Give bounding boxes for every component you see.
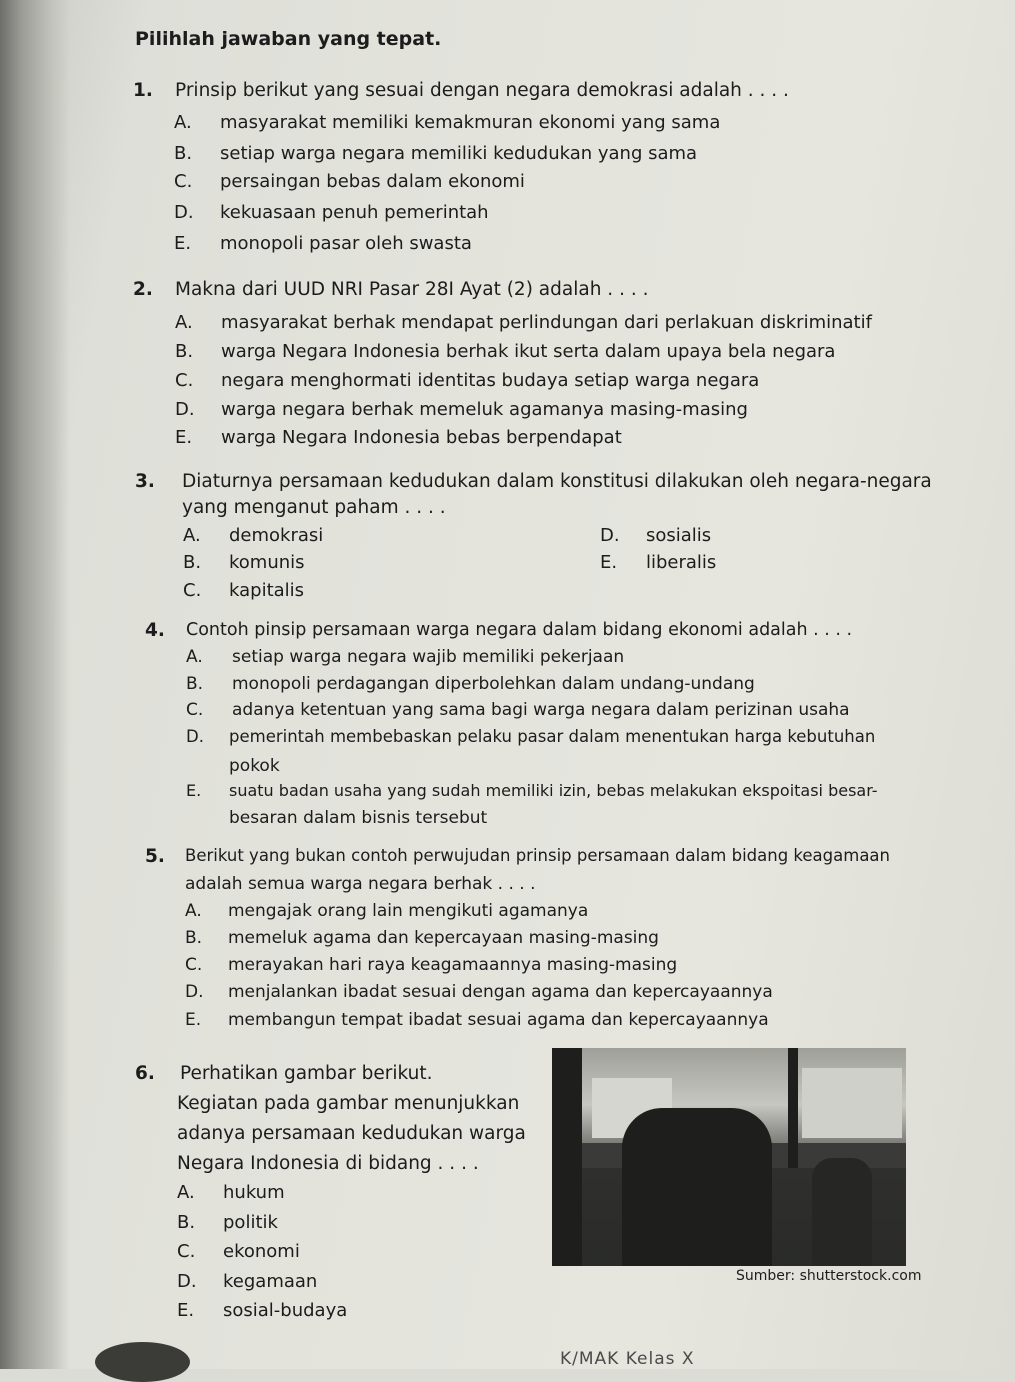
option-c[interactable]: C. ekonomi <box>177 1241 300 1262</box>
question-photo <box>552 1048 906 1266</box>
option-a[interactable]: A. setiap warga negara wajib memiliki pekerjaan <box>186 647 625 667</box>
option-d[interactable]: D. menjalankan ibadat sesuai dengan agama dan kepercayaannya <box>185 982 773 1002</box>
page-footer: K/MAK Kelas X <box>560 1349 695 1369</box>
question-number: 1. <box>133 80 153 101</box>
question-text: Prinsip berikut yang sesuai dengan negara demokrasi adalah . . . . <box>175 80 789 101</box>
question-text-cont: yang menganut paham . . . . <box>182 497 446 518</box>
question-number: 2. <box>133 279 153 300</box>
option-b[interactable]: B. warga Negara Indonesia berhak ikut serta dalam upaya bela negara <box>175 341 836 362</box>
question-number: 4. <box>145 620 165 641</box>
option-e[interactable]: E. suatu badan usaha yang sudah memiliki izin, bebas melakukan ekspoitasi besar- <box>186 781 878 800</box>
option-a[interactable]: A. masyarakat berhak mendapat perlindungan dari perlakuan diskriminatif <box>175 312 872 333</box>
photo-person-left <box>552 1048 582 1266</box>
option-b[interactable]: B. komunis <box>183 552 305 573</box>
option-b[interactable]: B. monopoli perdagangan diperbolehkan dalam undang-undang <box>186 674 755 694</box>
option-d[interactable]: D. warga negara berhak memeluk agamanya masing-masing <box>175 399 748 420</box>
option-e[interactable]: E. liberalis <box>600 552 717 573</box>
option-e[interactable]: E. warga Negara Indonesia bebas berpendapat <box>175 427 622 448</box>
question-number: 6. <box>135 1063 155 1084</box>
option-a[interactable]: A. mengajak orang lain mengikuti agamanya <box>185 901 589 921</box>
option-b[interactable]: B. politik <box>177 1212 278 1233</box>
question-text-cont: adalah semua warga negara berhak . . . . <box>185 874 536 894</box>
question-text: Diaturnya persamaan kedudukan dalam konstitusi dilakukan oleh negara-negara <box>182 471 932 492</box>
option-c[interactable]: C. adanya ketentuan yang sama bagi warga negara dalam perizinan usaha <box>186 700 850 720</box>
option-e[interactable]: E. sosial-budaya <box>177 1300 348 1321</box>
option-e-cont: besaran dalam bisnis tersebut <box>229 808 488 828</box>
question-text-line-4: Negara Indonesia di bidang . . . . <box>177 1153 479 1174</box>
option-a[interactable]: A. demokrasi <box>183 525 324 546</box>
instruction-heading: Pilihlah jawaban yang tepat. <box>135 28 442 50</box>
option-e[interactable]: E. membangun tempat ibadat sesuai agama dan kepercayaannya <box>185 1010 769 1030</box>
question-text: Perhatikan gambar berikut. <box>180 1063 433 1084</box>
option-a[interactable]: A. hukum <box>177 1182 285 1203</box>
photo-building-right <box>802 1068 902 1138</box>
photo-pole <box>788 1048 798 1168</box>
option-c[interactable]: C. kapitalis <box>183 580 305 601</box>
photo-person-center <box>622 1108 772 1266</box>
question-text-line-3: adanya persamaan kedudukan warga <box>177 1123 526 1144</box>
option-c[interactable]: C. negara menghormati identitas budaya setiap warga negara <box>175 370 760 391</box>
option-d[interactable]: D. sosialis <box>600 525 712 546</box>
question-text: Contoh pinsip persamaan warga negara dalam bidang ekonomi adalah . . . . <box>186 620 853 640</box>
option-b[interactable]: B. setiap warga negara memiliki kedudukan yang sama <box>174 143 698 164</box>
question-text: Berikut yang bukan contoh perwujudan prinsip persamaan dalam bidang keagamaan <box>185 846 890 865</box>
option-d[interactable]: D. pemerintah membebaskan pelaku pasar dalam menentukan harga kebutuhan <box>186 727 876 746</box>
option-d[interactable]: D. kekuasaan penuh pemerintah <box>174 202 489 223</box>
photo-person-right <box>812 1158 872 1266</box>
page-corner-shadow <box>95 1342 190 1382</box>
option-d[interactable]: D. kegamaan <box>177 1271 318 1292</box>
option-a[interactable]: A. masyarakat memiliki kemakmuran ekonomi yang sama <box>174 112 721 133</box>
question-text: Makna dari UUD NRI Pasar 28I Ayat (2) adalah . . . . <box>175 279 649 300</box>
option-c[interactable]: C. persaingan bebas dalam ekonomi <box>174 171 525 192</box>
question-number: 3. <box>135 471 155 492</box>
question-number: 5. <box>145 846 165 867</box>
option-d-cont: pokok <box>229 756 280 776</box>
option-e[interactable]: E. monopoli pasar oleh swasta <box>174 233 472 254</box>
option-c[interactable]: C. merayakan hari raya keagamaannya masing-masing <box>185 955 678 975</box>
question-text-line-2: Kegiatan pada gambar menunjukkan <box>177 1093 520 1114</box>
image-credit: Sumber: shutterstock.com <box>736 1268 922 1284</box>
option-b[interactable]: B. memeluk agama dan kepercayaan masing-masing <box>185 928 659 948</box>
